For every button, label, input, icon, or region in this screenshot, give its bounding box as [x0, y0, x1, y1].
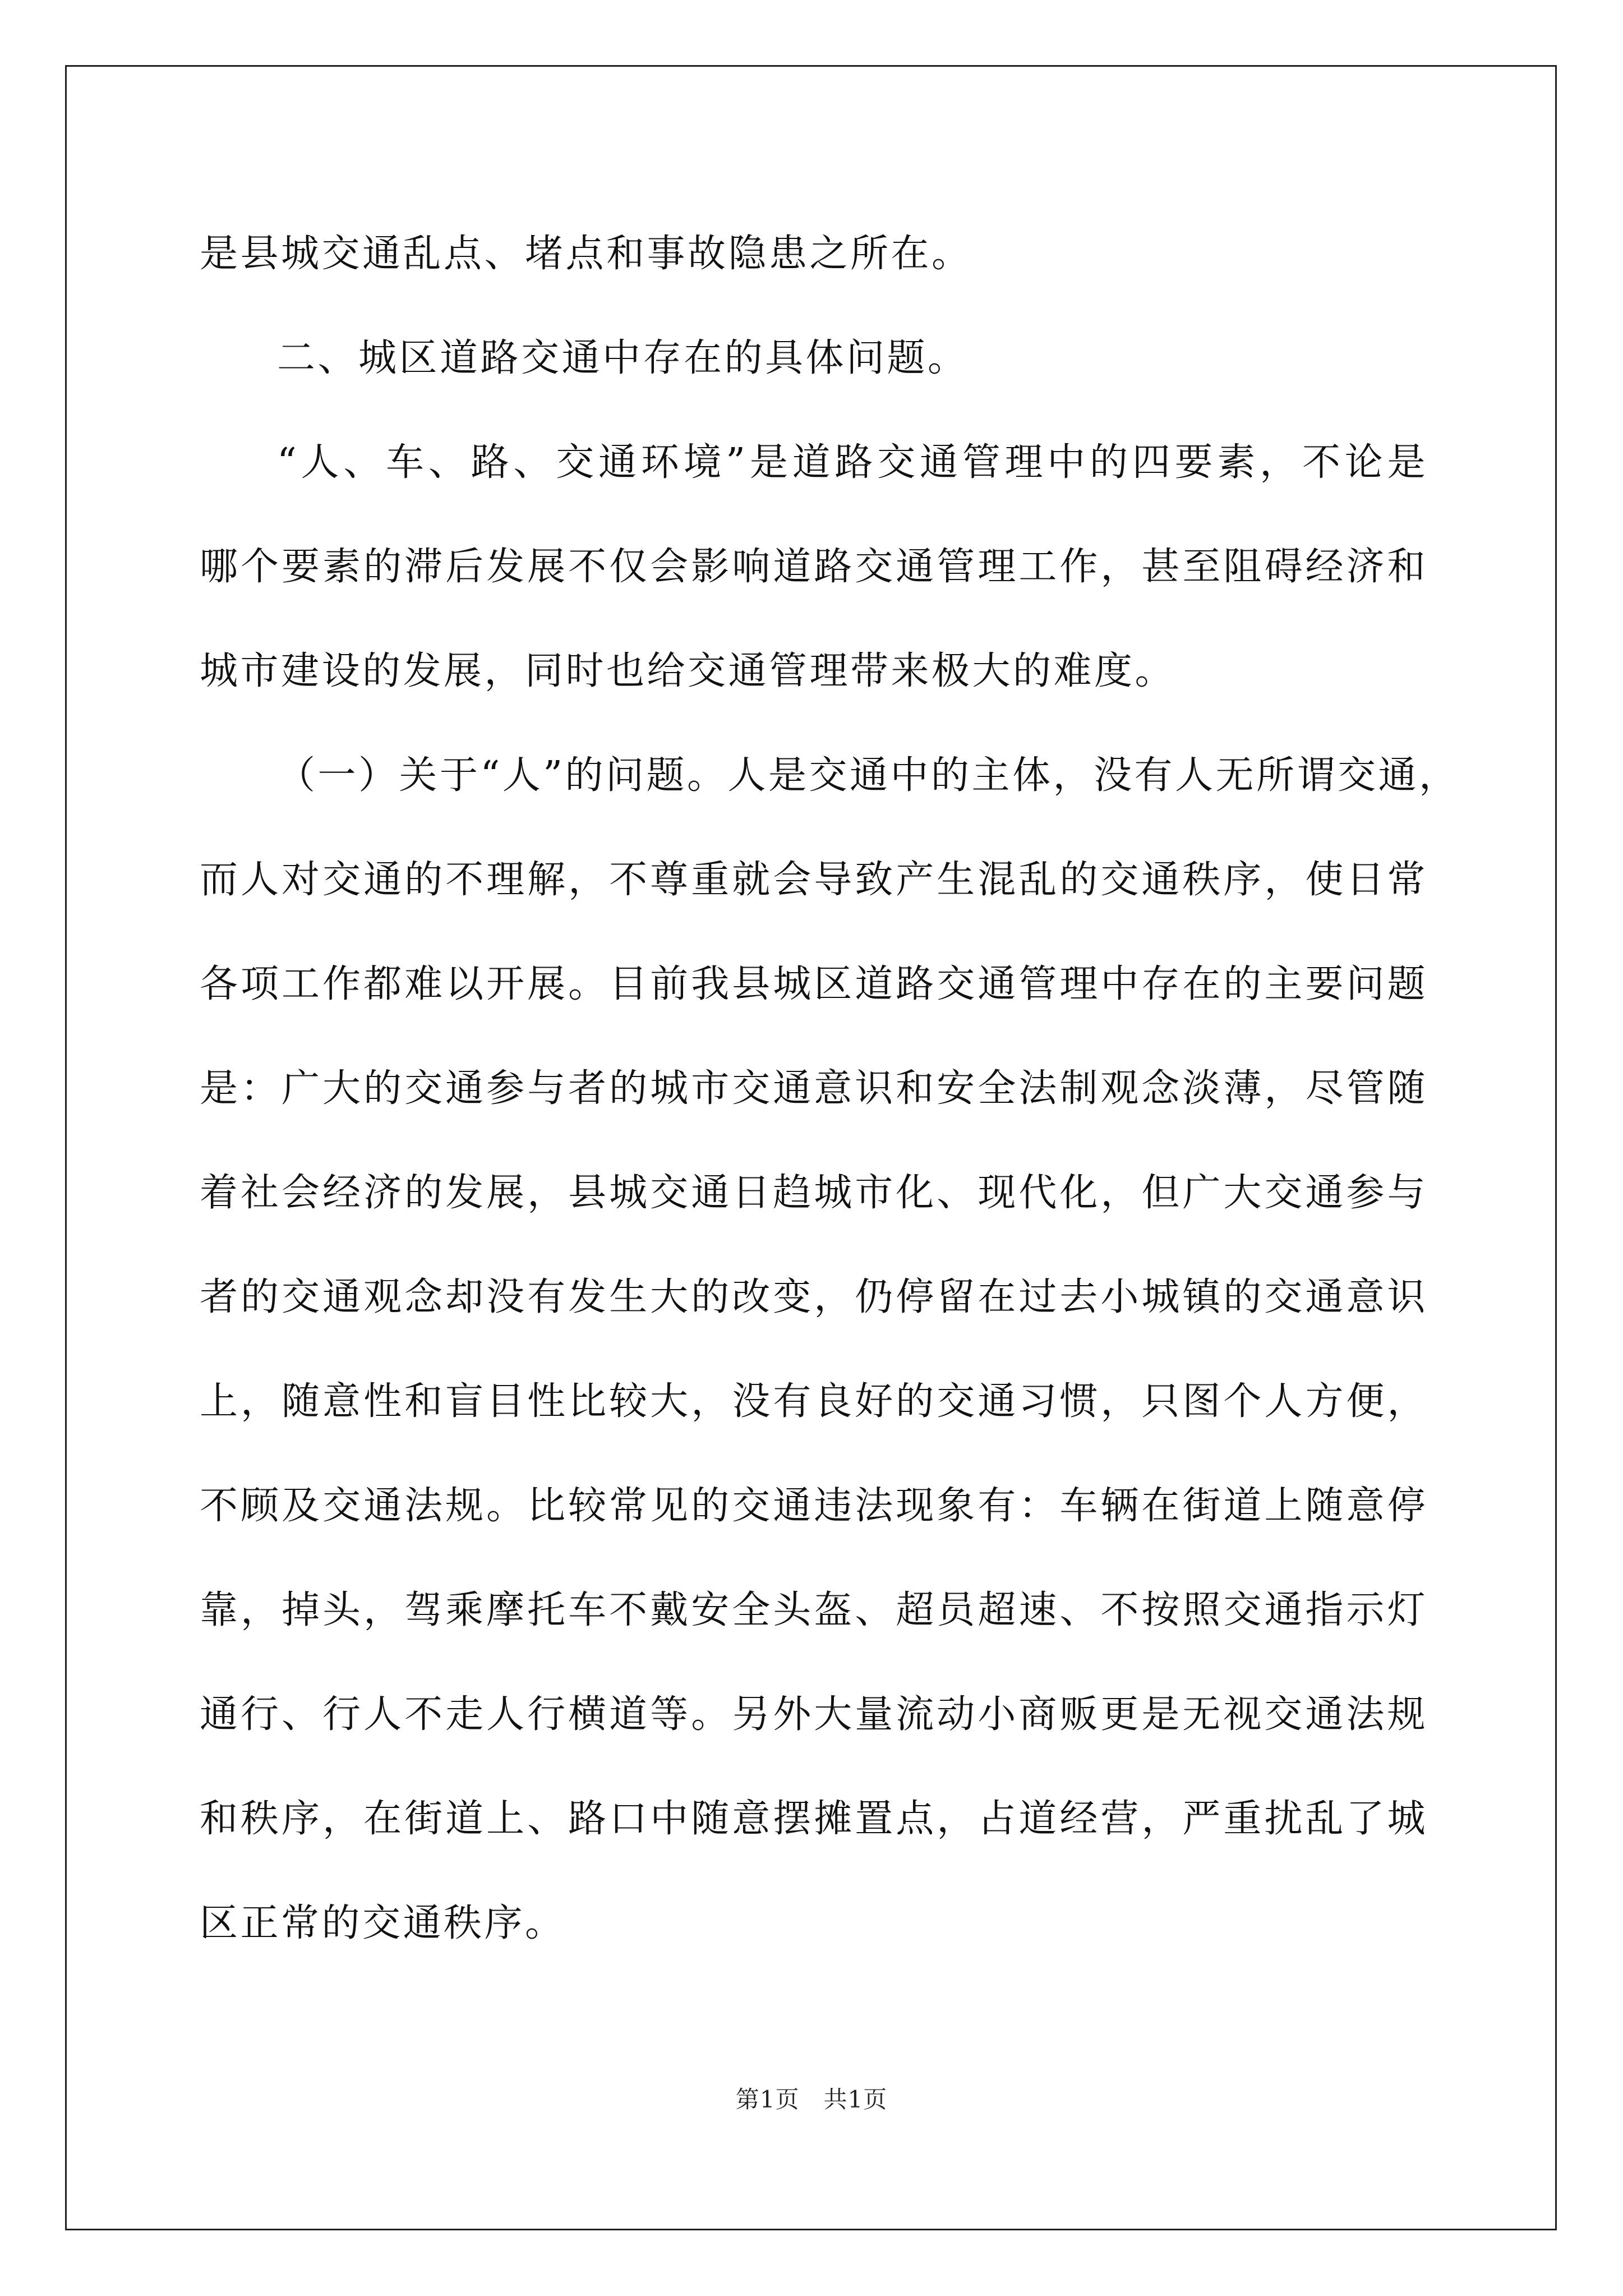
paragraph-line: 者的交通观念却没有发生大的改变，仍停留在过去小城镇的交通意识 [200, 1275, 1428, 1319]
section-heading: 二、城区道路交通中存在的具体问题。 [277, 336, 969, 380]
paragraph-line: 是县城交通乱点、堵点和事故隐患之所在。 [200, 232, 972, 276]
paragraph-line: 着社会经济的发展，县城交通日趋城市化、现代化，但广大交通参与 [200, 1171, 1428, 1215]
paragraph-line: 城市建设的发展，同时也给交通管理带来极大的难度。 [200, 649, 1176, 693]
paragraph-line: 各项工作都难以开展。目前我县城区道路交通管理中存在的主要问题 [200, 962, 1428, 1006]
paragraph-line: 通行、行人不走人行横道等。另外大量流动小商贩更是无视交通法规 [200, 1692, 1428, 1737]
document-body [200, 202, 1460, 1976]
paragraph-line: 而人对交通的不理解，不尊重就会导致产生混乱的交通秩序，使日常 [200, 858, 1428, 902]
paragraph-line: 靠，掉头，驾乘摩托车不戴安全头盔、超员超速、不按照交通指示灯 [200, 1588, 1428, 1632]
subsection-heading-line: （一）关于“人”的问题。人是交通中的主体，没有人无所谓交通， [277, 753, 1460, 798]
paragraph-line: 区正常的交通秩序。 [200, 1901, 566, 1945]
paragraph-line: 和秩序，在街道上、路口中随意摆摊置点，占道经营，严重扰乱了城 [200, 1797, 1428, 1841]
paragraph-line: “人、车、路、交通环境”是道路交通管理中的四要素，不论是 [277, 440, 1428, 485]
paragraph-line: 不顾及交通法规。比较常见的交通违法现象有：车辆在街道上随意停 [200, 1484, 1428, 1528]
paragraph-line: 上，随意性和盲目性比较大，没有良好的交通习惯，只图个人方便， [200, 1379, 1428, 1424]
paragraph-line: 哪个要素的滞后发展不仅会影响道路交通管理工作，甚至阻碍经济和 [200, 545, 1428, 589]
paragraph-line: 是：广大的交通参与者的城市交通意识和安全法制观念淡薄，尽管随 [200, 1066, 1428, 1111]
page-number: 第1页 共1页 [735, 2086, 888, 2113]
